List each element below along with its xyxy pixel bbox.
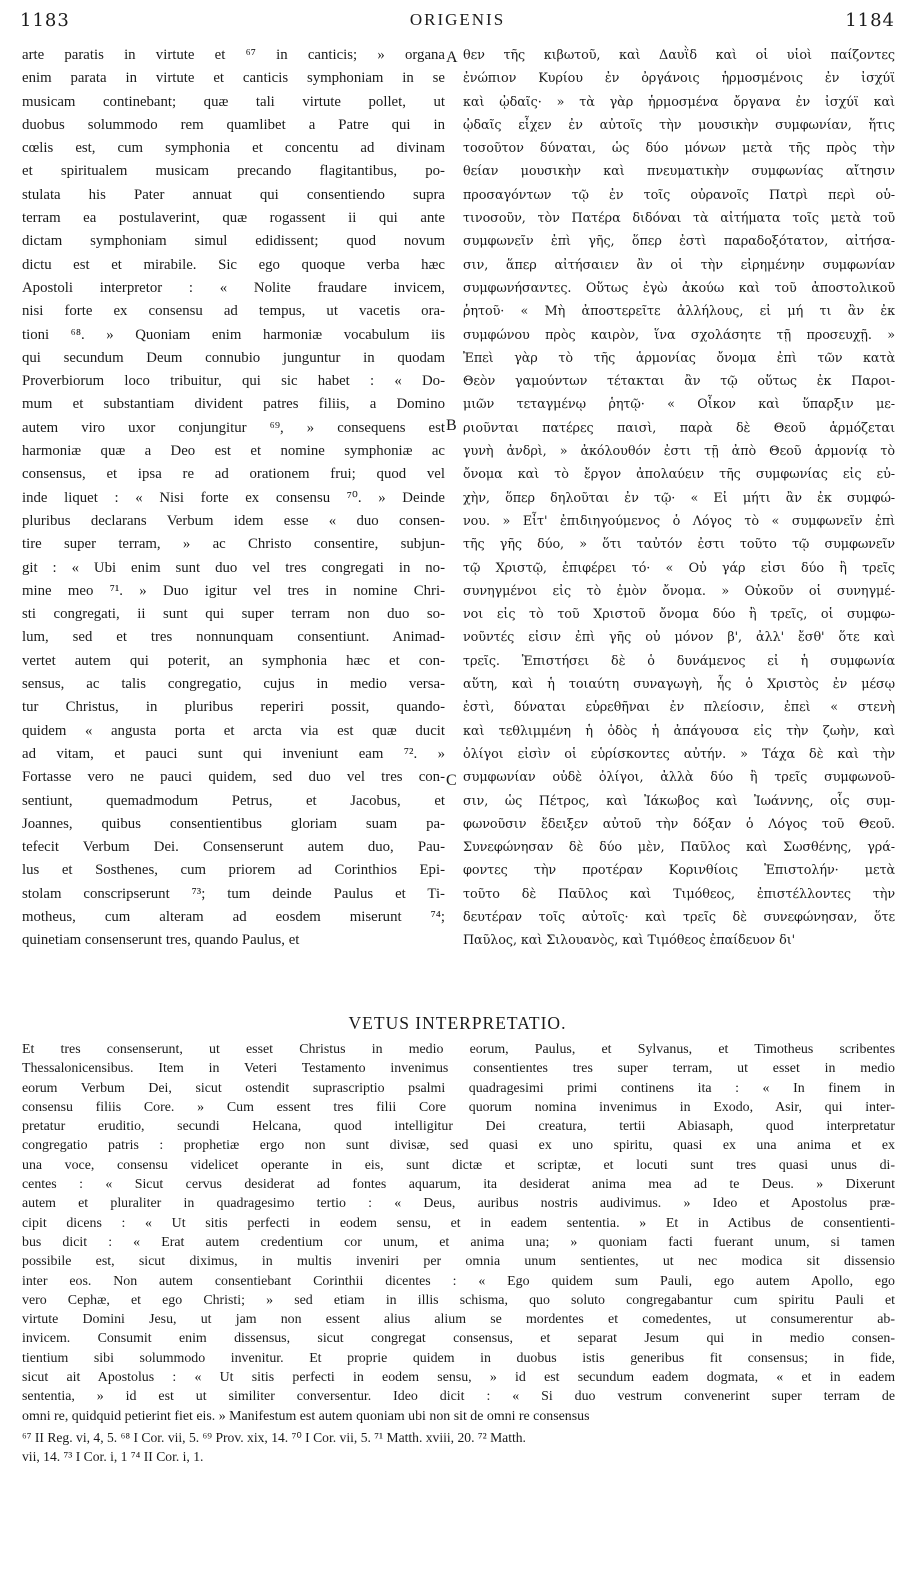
vetus-text-line: centes : « Sicut cervus desiderat ad fontes aquarum, ita desiderat anima mea ad te Deus. » Dixerunt xyxy=(22,1177,895,1193)
latin-text-line: tefecit Verbum Dei. Consenserunt autem duo, Pau- xyxy=(22,839,445,856)
greek-text-line: γυνὴ ἀνδρὶ, » ἀκόλουθόν ἐστι τῇ ἀπὸ Θεοῦ ἁρμονίᾳ τὸ xyxy=(463,444,895,460)
vetus-interpretatio-text xyxy=(22,1040,895,1426)
greek-text-line: τινοσοῦν, τὸν Πατέρα διδόναι τὰ αἰτήματα τοῖς μετὰ τοῦ xyxy=(463,211,895,227)
vetus-text-line: autem et pluraliter in quadragesimo tertio : « Deus, auribus nostris audivimus. » Ideo et Apostolus præ- xyxy=(22,1196,895,1212)
running-title: ORIGENIS xyxy=(409,10,506,29)
latin-text-line: quinetiam consenserunt tres, quando Paulus, et xyxy=(22,932,300,949)
latin-text-line: motheus, cum alteram ad eosdem miserunt ⁷⁴; xyxy=(22,908,445,925)
vetus-text-line: eorum Verbum Dei, sicut ostendit suprascriptio psalmi quadragesimi primi continens ita : « In finem in xyxy=(22,1080,895,1096)
latin-text-line: stolam conscripserunt ⁷³; tum deinde Paulus et Ti- xyxy=(22,885,445,902)
vetus-text-line: congregatio patris : prophetiæ ergo non sunt divisæ, sed quasi ex uno spiritu, quasi ex una anima et ex xyxy=(22,1138,895,1154)
latin-text-line: tire super terram, » ac Christo consentire, subjun- xyxy=(22,536,445,553)
greek-text-line: τῆς γῆς δύο, » ὅτι ταὐτόν ἐστι τοῦτο τῷ συμφωνεῖν xyxy=(463,537,895,553)
greek-text-line: καὶ τεθλιμμένη ἡ ὁδὸς ἡ ἀπάγουσα εἰς τὴν ζωὴν, καὶ xyxy=(463,723,895,739)
greek-text-line: θεν τῆς κιβωτοῦ, καὶ Δαυῒδ καὶ οἱ υἱοὶ παίζοντες xyxy=(463,48,895,63)
latin-text-line: lum, sed et tres nonnunquam consentiunt. Animad- xyxy=(22,629,445,646)
vetus-text-line: possibile est, sicut diximus, in multis inveniri per omnia unum sentientes, ut nec modica sit dissensio xyxy=(22,1254,895,1270)
vetus-text-line: pretatur eruditio, secundi Helcana, quod intelligitur Dei creatura, tertii Abiasaph, quod interpretatur xyxy=(22,1119,895,1135)
greek-text-line: ἐστὶ, δύναται εὑρεθῆναι ἐν πλείοσιν, ἐπεὶ « στενὴ xyxy=(463,700,895,716)
vetus-text-line: Et tres consenserunt, ut esset Christus in medio eorum, Paulus, et Sylvanus, et Timotheus scribentes xyxy=(22,1042,895,1057)
vetus-text-line: una voce, consensu videlicet operante in eis, sunt dictæ et scriptæ, et locuti sunt tres quasi unus di- xyxy=(22,1157,895,1173)
latin-text-line: Joannes, quibus consentientibus gloriam suam pa- xyxy=(22,815,445,832)
greek-text-line: δευτέραν τοῖς αὐτοῖς· καὶ τρεῖς δὲ συνεφώνησαν, ὅτε xyxy=(463,909,895,925)
greek-text-line: φοντες τὴν προτέραν Κορινθίοις Ἐπιστολήν· μετὰ xyxy=(463,863,895,879)
greek-text-line: σιν, ὡς Πέτρος, καὶ Ἰάκωβος καὶ Ἰωάννης, οἷς συμ- xyxy=(463,793,895,809)
latin-text-line: arte paratis in virtute et ⁶⁷ in canticis; » organa xyxy=(22,47,445,63)
latin-text-line: consensus, et ipsa re ad orationem frui; quod vel xyxy=(22,466,445,483)
greek-text-line: νοι εἰς τὸ τοῦ Χριστοῦ ὄνομα δύο ἢ τρεῖς, οἱ συμφω- xyxy=(463,607,895,623)
latin-text-line: sentiunt, quemadmodum Petrus, et Jacobus, et xyxy=(22,792,445,809)
section-marker-a: A xyxy=(446,49,458,66)
vetus-text-line: consensu filiis Core. » Cum essent tres filii Core quorum nomina invenimus in Exodo, Asir, qui inter- xyxy=(22,1099,895,1115)
latin-text-line: quidem « angusta porta et arcta via est quæ ducit xyxy=(22,722,445,739)
vetus-text-line: Thessalonicensibus. Item in Veteri Testamento invenimus consentientes tres super terram, ut esset in medio xyxy=(22,1061,895,1077)
latin-text-line: tioni ⁶⁸. » Quoniam enim harmoniæ vocabulum iis xyxy=(22,326,445,343)
footnote-line: ⁶⁷ II Reg. vi, 4, 5. ⁶⁸ I Cor. vii, 5. ⁶⁹ Prov. xix, 14. ⁷⁰ I Cor. vii, 5. ⁷¹ Matth. xviii, 20. ⁷² Matth. xyxy=(22,1430,526,1445)
latin-text-line: git : « Ubi enim sunt duo vel tres congregati in no- xyxy=(22,559,445,576)
latin-text-line: dictam symphoniam simul edidissent; quod novum xyxy=(22,233,445,250)
latin-text-line: vertet autem qui poterit, an symphonia hæc et con- xyxy=(22,652,445,669)
latin-text-line: mum et substantiam divident patres filiis, a Domino xyxy=(22,396,445,413)
greek-text-line: τοῦτο δὲ Παῦλος καὶ Τιμόθεος, ἐπιστέλλοντες τὴν xyxy=(463,886,895,902)
greek-text-line: Παῦλος, καὶ Σιλουανὸς, καὶ Τιμόθεος ἐπαίδευον δι' xyxy=(463,933,796,949)
greek-text-line: Συνεφώνησαν δὲ δύο μὲν, Παῦλος καὶ Σωσθένης, γρά- xyxy=(463,840,895,856)
greek-text-line: συνηγμένοι εἰς τὸ ἐμὸν ὄνομα. » Οὐκοῦν οἱ συνηγμέ- xyxy=(463,583,895,599)
latin-text-line: inde liquet : « Nisi forte ex consensu ⁷⁰. » Deinde xyxy=(22,489,445,506)
latin-text-line: Proverbiorum loco tribuitur, qui sic habet : « Do- xyxy=(22,373,445,390)
latin-text-line: Fortasse vero ne pauci quidem, sed duo vel tres con- xyxy=(22,769,445,786)
greek-text-line: τῷ Χριστῷ, ἐπιφέρει τό· « Οὐ γάρ εἰσι δύο ἢ τρεῖς xyxy=(463,560,895,576)
greek-text-line: ἐνώπιον Κυρίου ἐν ὀργάνοις ἡρμοσμένοις ἐν ἰσχύϊ xyxy=(463,71,895,87)
greek-text-line: συμφωνήσαντες. Οὕτως ἐγὼ ἀκούω καὶ τοῦ ἀποστολικοῦ xyxy=(463,280,895,296)
vetus-text-line: tientium sibi solummodo invenitur. Et proprie quidem in duobus istis generibus fit consensus; in fide, xyxy=(22,1350,895,1366)
latin-text-line: sensus, ac talis congregatio, cujus in medio versa- xyxy=(22,676,445,693)
latin-text-line: duobus solummodo rem quamlibet a Patre qui in xyxy=(22,116,445,133)
vetus-text-line: sententia, » id est ut similiter conversentur. Ideo dicit : « Si duo vestrum convenerint super terram de xyxy=(22,1389,895,1405)
column-number-right: 1184 xyxy=(845,10,895,31)
greek-text-line: φωνοῦσιν ἔδειξεν αὐτοῦ τὴν δόξαν ὁ Λόγος τοῦ Θεοῦ. xyxy=(463,816,895,832)
latin-text-line: harmoniæ quæ a Deo est et nomine symphoniæ ac xyxy=(22,443,445,460)
section-marker-b: B xyxy=(446,417,457,434)
greek-column xyxy=(463,44,895,953)
greek-text-line: ὀλίγοι εἰσὶν οἱ εὑρίσκοντες αὐτήν. » Τάχα δὲ καὶ τὴν xyxy=(463,746,895,762)
footnote-line: vii, 14. ⁷³ I Cor. i, 1 ⁷⁴ II Cor. i, 1. xyxy=(22,1449,204,1464)
greek-text-line: Ἐπεὶ γὰρ τὸ τῆς ἁρμονίας ὄνομα ἐπὶ τῶν κατὰ xyxy=(463,350,895,366)
latin-text-line: Apostoli interpretor : « Nolite fraudare invicem, xyxy=(22,279,445,296)
greek-text-line: συμφωνίαν οὐδὲ ὀλίγοι, ἀλλὰ δύο ἢ τρεῖς συμφωνοῦ- xyxy=(463,770,895,786)
latin-text-line: dictu est et mirabile. Sic ego quoque verba hæc xyxy=(22,256,445,273)
greek-text-line: τρεῖς. Ἐπιστήσει δὲ ὁ δυνάμενος εἰ ἡ συμφωνία xyxy=(463,653,895,669)
vetus-text-line: invicem. Consumit enim dissensus, sicut congregat consensus, et separat Jesum qui in medio consen- xyxy=(22,1331,895,1347)
latin-text-line: sti congregati, ii sunt qui super terram non duo so- xyxy=(22,606,445,623)
greek-text-line: συμφωνεῖν ἐπὶ γῆς, ὅπερ ἐστὶ παραδοξότατον, αἰτήσα- xyxy=(463,234,895,250)
section-title: VETUS INTERPRETATIO. xyxy=(348,1013,567,1033)
latin-text-line: ad vitam, et pauci sunt qui inveniunt eam ⁷². » xyxy=(22,745,445,762)
vetus-text-line: omni re, quidquid petierint fiet eis. » Manifestum est autem quoniam ubi non sit de omni re consensus xyxy=(22,1408,590,1424)
greek-text-line: συμφώνου πρὸς καιρὸν, ἵνα σχολάσητε τῇ προσευχῇ. » xyxy=(463,327,895,343)
latin-text-line: stulata his Pater annuat qui consentiendo supra xyxy=(22,186,445,203)
column-number-left: 1183 xyxy=(20,10,70,31)
latin-text-line: cœlis est, cum symphonia et concentu ad divinam xyxy=(22,140,445,157)
latin-text-line: enim parata in virtute et canticis symphoniam in se xyxy=(22,70,445,87)
footnotes xyxy=(22,1428,895,1466)
greek-text-line: θείαν μουσικὴν καὶ πνευματικὴν συμφωνίας αἴτησιν xyxy=(463,164,895,180)
section-marker-c: C xyxy=(446,772,457,789)
greek-text-line: ριοῦνται πατέρες παισὶ, παρὰ δὲ Θεοῦ ἁρμόζεται xyxy=(463,420,895,436)
greek-text-line: Θεὸν γαμούντων τέτακται ἂν τῷ οὕτως ἐκ Παροι- xyxy=(463,374,895,390)
greek-text-line: ὄνομα καὶ τὸ ἔργον ἀπολαύειν τῆς συμφωνίας εἰς εὐ- xyxy=(463,467,895,483)
latin-text-line: mine meo ⁷¹. » Duo igitur vel tres in nomine Chri- xyxy=(22,582,445,599)
greek-text-line: ῥητοῦ· « Μὴ ἀποστερεῖτε ἀλλήλους, εἰ μή τι ἂν ἐκ xyxy=(463,304,895,320)
greek-text-line: προσαγόντων τῷ ἐν τοῖς οὐρανοῖς Πατρὶ περὶ οὑ- xyxy=(463,187,895,203)
greek-text-line: αὕτη, καὶ ἡ τοιαύτη συναγωγὴ, ἧς ὁ Χριστὸς ἐν μέσῳ xyxy=(463,677,895,693)
latin-column xyxy=(22,44,445,953)
vetus-text-line: inter eos. Non autem consentiebant Corinthii dicentes : « Ego quidem sum Pauli, ego autem Apollo, ego xyxy=(22,1273,895,1289)
greek-text-line: χὴν, ὅπερ δηλοῦται ἐν τῷ· « Εἰ μήτι ἂν ἐκ συμφώ- xyxy=(463,490,895,506)
vetus-text-line: sicut ait Apostolus : « Ut sitis perfecti in eodem sensu, » id est secundum eadem dogmata, « et in eadem xyxy=(22,1370,895,1386)
vetus-text-line: cipit dicens : « Ut sitis perfecti in eodem sensu, et in eadem sententia. » Et in Actibus de consentienti- xyxy=(22,1215,895,1231)
greek-text-line: καὶ ᾠδαῖς· » τὰ γὰρ ἡρμοσμένα ὄργανα ἐν ἰσχύϊ καὶ xyxy=(463,94,895,110)
latin-text-line: autem viro uxor conjungitur ⁶⁹, » consequens est xyxy=(22,419,445,436)
latin-text-line: terram ea postulaverint, quæ rogassent ii qui ante xyxy=(22,210,445,227)
greek-text-line: νοῦντές εἰσιν ἐπὶ γῆς οὐ μόνον β', ἀλλ' ἔσθ' ὅτε καὶ xyxy=(463,630,895,646)
page-header xyxy=(20,10,895,38)
latin-text-line: et spiritualem musicam precando flagitantibus, po- xyxy=(22,163,445,180)
greek-text-line: ᾠδαῖς εἶχεν ἐν αὐτοῖς τὴν μουσικὴν συμφωνίαν, ἥτις xyxy=(463,117,895,133)
greek-text-line: μιῶν τεταγμένῳ ῥητῷ· « Οἶκον καὶ ὕπαρξιν με- xyxy=(463,397,895,413)
greek-text-line: νου. » Εἶτ' ἐπιδιηγούμενος ὁ Λόγος τὸ « συμφωνεῖν ἐπὶ xyxy=(463,513,895,529)
latin-text-line: tur Christus, in pluribus reperiri possit, quando- xyxy=(22,699,445,716)
vetus-text-line: virtute Domini Jesu, ut jam non essent alius alium se mordentes et comedentes, ut consumerentur ab- xyxy=(22,1312,895,1328)
vetus-text-line: bus dicit : « Erat autem credentium cor unum, et anima una; » quoniam facti fuerant unum, si tamen xyxy=(22,1234,895,1250)
greek-text-line: τοσοῦτον δύναται, ὡς δύο μόνων μετὰ τῆς πρὸς τὴν xyxy=(463,141,895,157)
latin-text-line: nisi forte ex consensu ad tempus, ut vacetis ora- xyxy=(22,303,445,320)
latin-text-line: musicam continebant; quæ tali virtute pollet, ut xyxy=(22,93,445,110)
latin-text-line: pluribus declarans Verbum idem esse « duo consen- xyxy=(22,512,445,529)
latin-text-line: lus et Sosthenes, cum priorem ad Corinthios Epi- xyxy=(22,862,445,879)
greek-text-line: σιν, ἅπερ αἰτήσαιεν ἂν οἱ τὴν εἰρημένην συμφωνίαν xyxy=(463,257,895,273)
vetus-text-line: vero Cephæ, et ego Christi; » sed etiam in illis schisma, quo soluto congregabantur cum spiritu Pauli et xyxy=(22,1292,895,1308)
latin-text-line: qui secundum Deum connubio junguntur in quodam xyxy=(22,349,445,366)
